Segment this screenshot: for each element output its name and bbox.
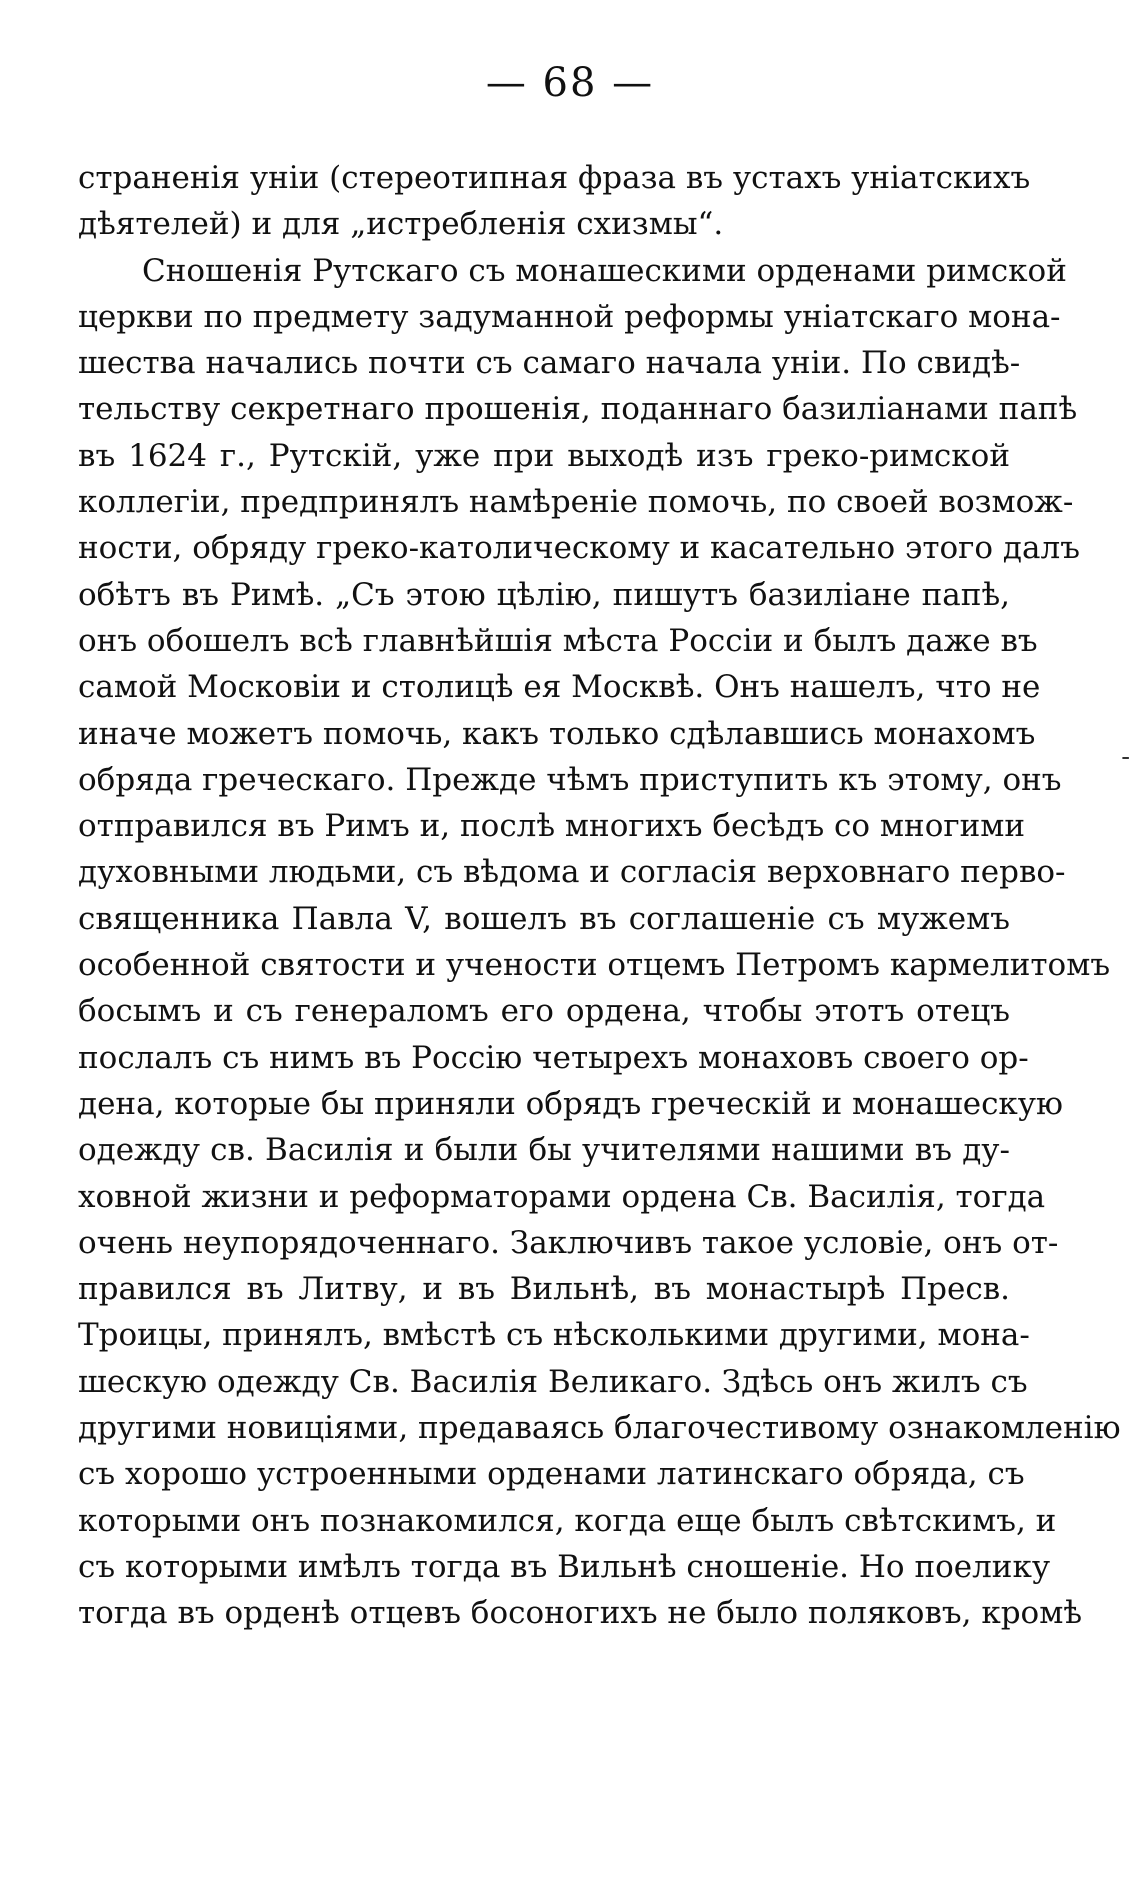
text-line: Троицы, принялъ, вмѣстѣ съ нѣсколькими другими, мона-	[78, 1317, 1030, 1354]
text-line: священника Павла V, вошелъ въ соглашеніе съ мужемъ	[78, 900, 1010, 937]
text-line: онъ обошелъ всѣ главнѣйшія мѣста Россіи и былъ даже въ	[78, 622, 1038, 659]
text-line: шества начались почти съ самаго начала уніи. По свидѣ-	[78, 345, 1021, 382]
text-line: другими новиціями, предаваясь благочестивому ознакомленію	[78, 1410, 1121, 1447]
text-line: церкви по предмету задуманной реформы уніатскаго мона-	[78, 298, 1061, 335]
text-line: босымъ и съ генераломъ его ордена, чтобы этотъ отецъ	[78, 993, 1010, 1030]
text-line: дена, которые бы приняли обрядъ греческій и монашескую	[78, 1085, 1064, 1122]
text-line: самой Московіи и столицѣ ея Москвѣ. Онъ нашелъ, что не	[78, 669, 1041, 706]
margin-mark: -	[1121, 742, 1130, 772]
text-line: отправился въ Римъ и, послѣ многихъ бесѣдъ со многими	[78, 808, 1026, 845]
text-line: обряда греческаго. Прежде чѣмъ приступить къ этому, онъ	[78, 761, 1062, 798]
text-line: которыми онъ познакомился, когда еще былъ свѣтскимъ, и	[78, 1502, 1057, 1539]
text-line: особенной святости и учености отцемъ Петромъ кармелитомъ	[78, 947, 1111, 984]
text-line: послалъ съ нимъ въ Россію четырехъ монаховъ своего ор-	[78, 1039, 1029, 1076]
text-line: иначе можетъ помочь, какъ только сдѣлавшись монахомъ	[78, 715, 1036, 752]
text-line: тогда въ орденѣ отцевъ босоногихъ не было поляковъ, кромѣ	[78, 1595, 1083, 1632]
text-line: правился въ Литву, и въ Вильнѣ, въ монастырѣ Пресв.	[78, 1271, 1010, 1308]
text-line: ховной жизни и реформаторами ордена Св. Василія, тогда	[78, 1178, 1046, 1215]
text-line: страненія уніи (стереотипная фраза въ устахъ уніатскихъ	[78, 160, 1031, 196]
text-line: съ которыми имѣлъ тогда въ Вильнѣ сношеніе. Но поелику	[78, 1548, 1051, 1585]
text-line: одежду св. Василія и были бы учителями нашими въ ду-	[78, 1132, 1010, 1169]
page-number: — 68 —	[485, 60, 655, 106]
text-line: ности, обряду греко-католическому и касательно этого далъ	[78, 530, 1080, 567]
text-line: духовными людьми, съ вѣдома и согласія верховнаго перво-	[78, 854, 1066, 891]
text-line: Сношенія Рутскаго съ монашескими орденами римской	[142, 252, 1067, 289]
text-line: очень неупорядоченнаго. Заключивъ такое условіе, онъ от-	[78, 1224, 1059, 1261]
text-line: въ 1624 г., Рутскій, уже при выходѣ изъ греко-римской	[78, 437, 1010, 474]
text-line: тельству секретнаго прошенія, поданнаго базиліанами папѣ	[78, 391, 1078, 428]
text-line: съ хорошо устроенными орденами латинскаго обряда, съ	[78, 1456, 1025, 1493]
text-line: коллегіи, предпринялъ намѣреніе помочь, по своей возмож-	[78, 484, 1074, 521]
text-line: шескую одежду Св. Василія Великаго. Здѣсь онъ жилъ съ	[78, 1363, 1028, 1400]
body-text	[78, 155, 1121, 1637]
text-line: обѣтъ въ Римѣ. „Съ этою цѣлію, пишутъ базиліане папѣ,	[78, 576, 1010, 613]
text-line: дѣятелей) и для „истребленія схизмы“.	[78, 206, 724, 243]
